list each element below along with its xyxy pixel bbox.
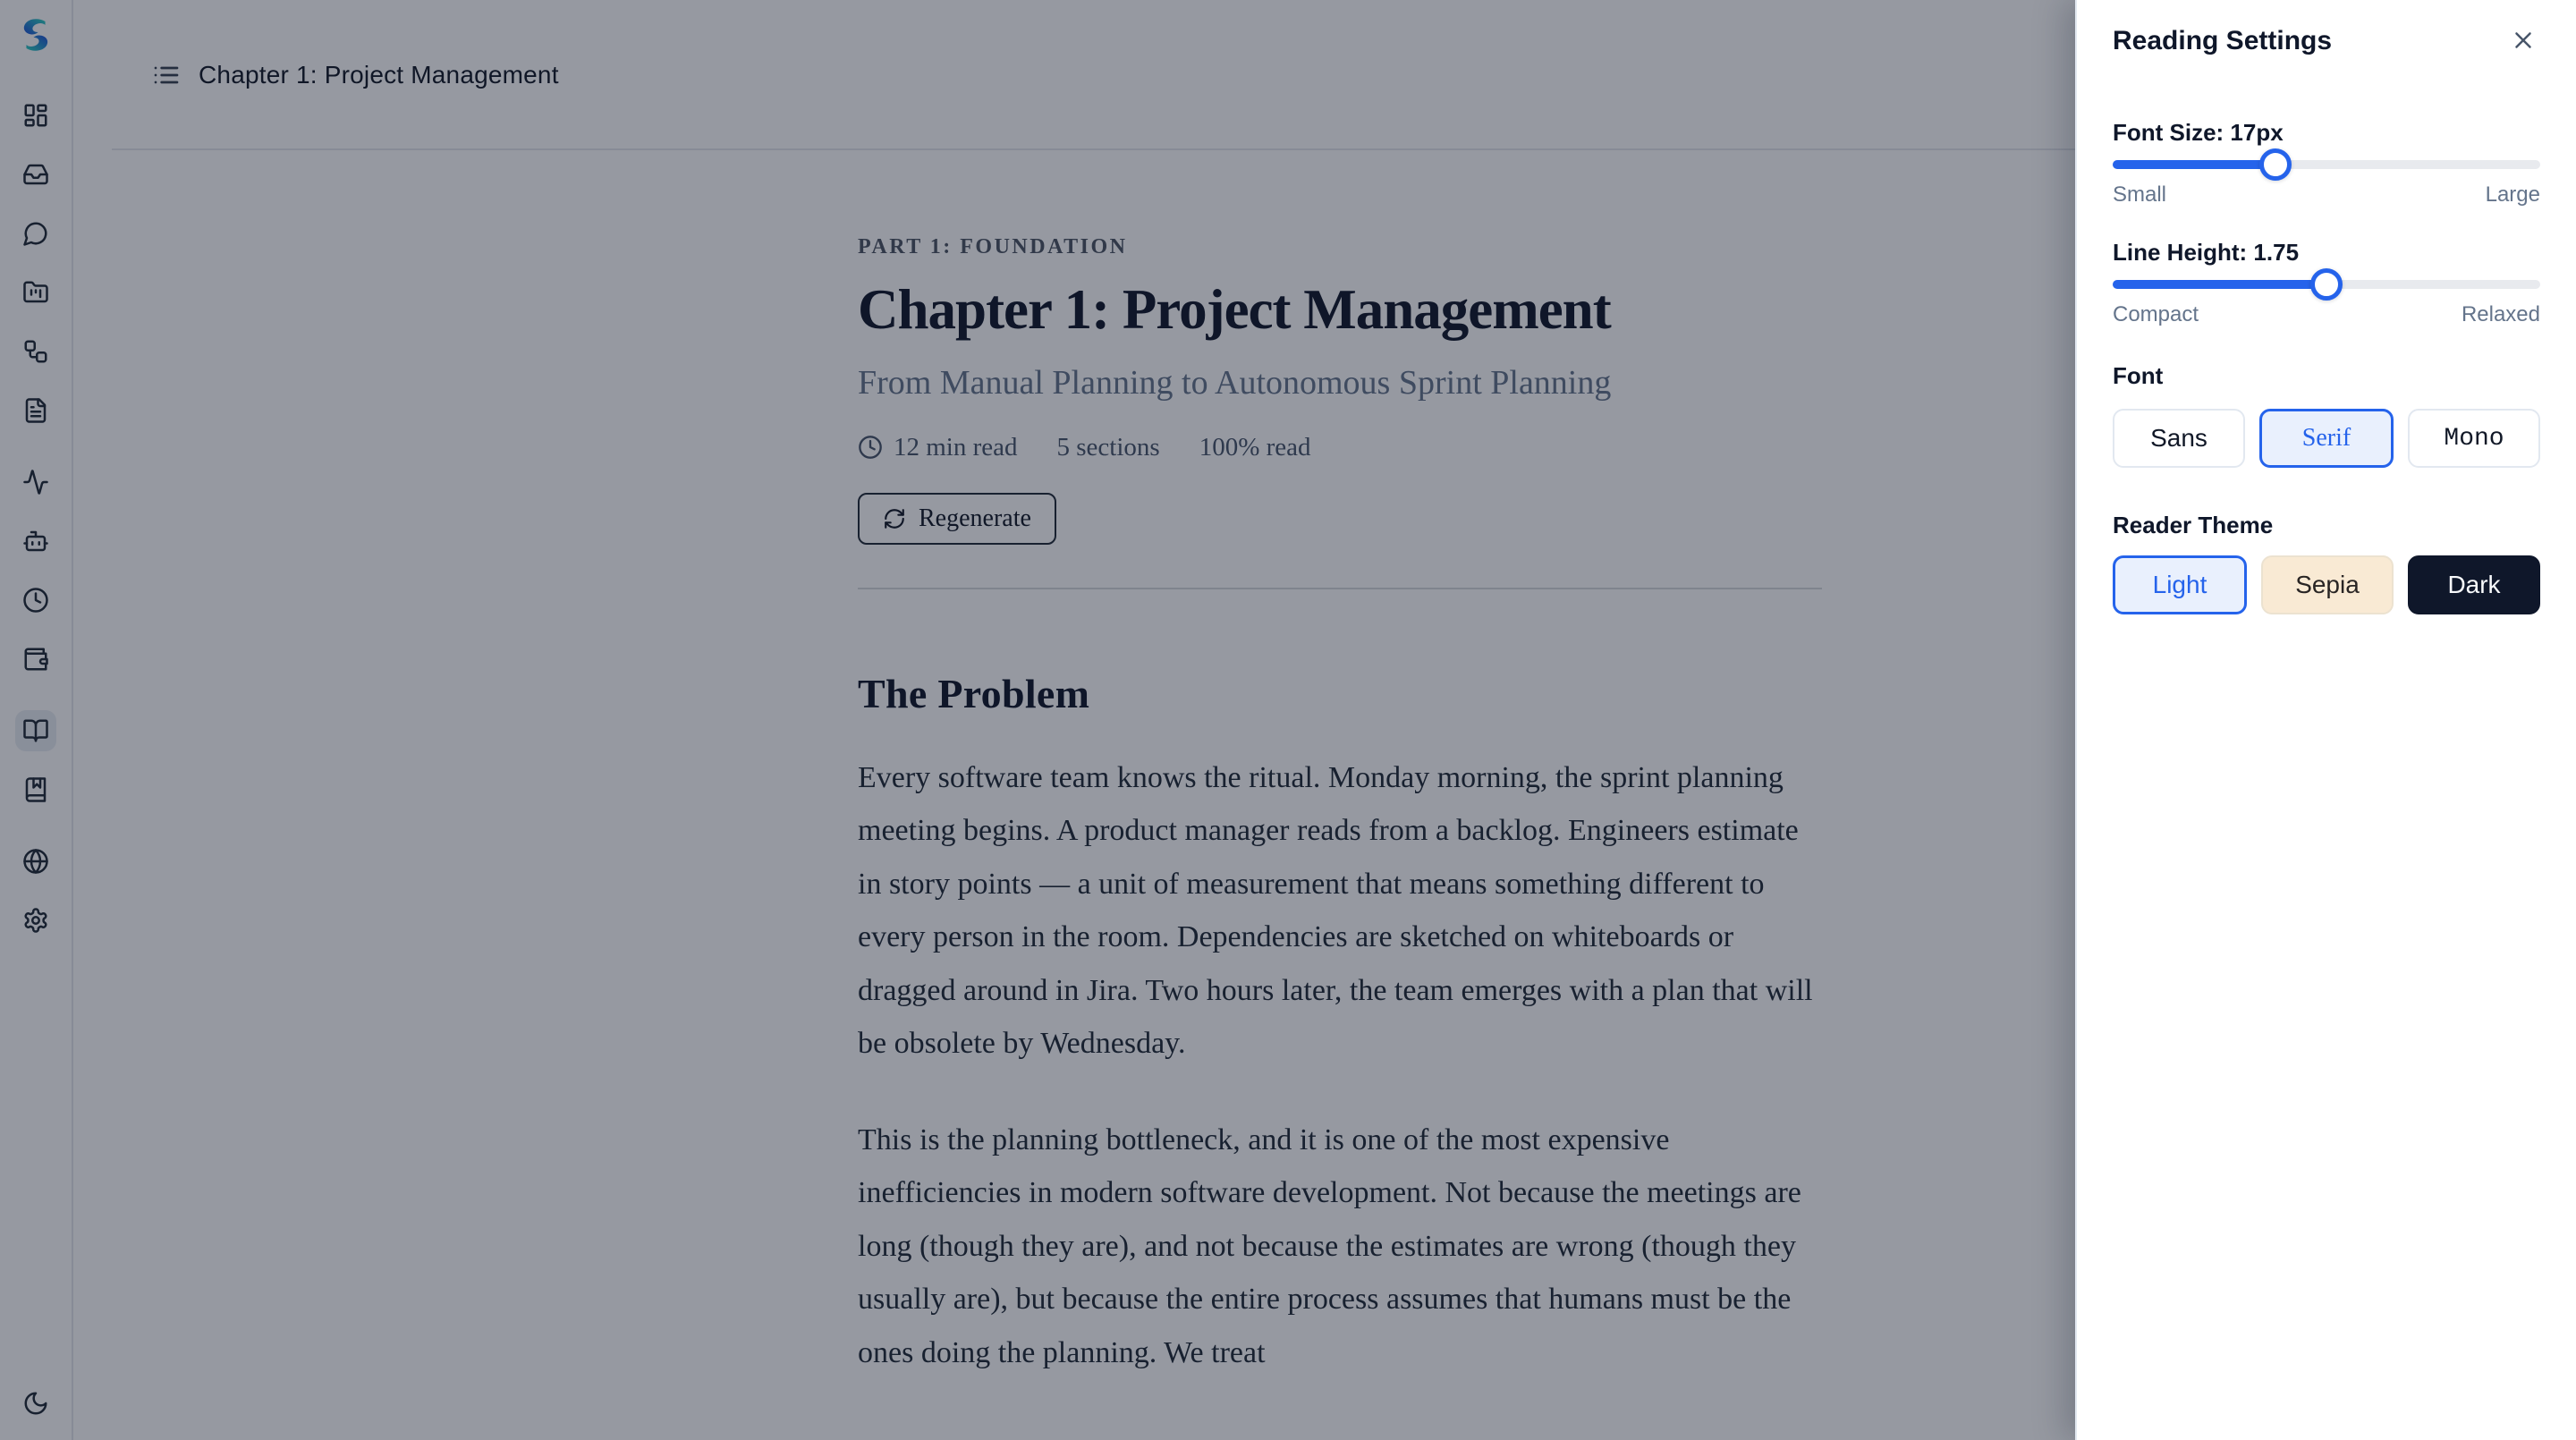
slider-thumb[interactable] <box>2259 148 2292 181</box>
max-label: Relaxed <box>2461 302 2540 326</box>
read-time: 12 min read <box>858 433 1018 462</box>
panel-header <box>2113 0 2540 57</box>
regenerate-button[interactable]: Regenerate <box>858 493 1056 545</box>
article-paragraph: Every software team knows the ritual. Monday morning, the sprint planning meeting begins. A product manager reads from a backlog. Engineers estimate in story points — a unit of measurement that means something different to every person in the room. Dependencies are sketched on whiteboards or dragged around in Jira. Two hours later, the team emerges with a plan that will be obsolete by Wednesday. <box>858 760 1813 1061</box>
font-size-group <box>2113 118 2540 208</box>
font-size-slider[interactable] <box>2113 148 2540 181</box>
chapter-subtitle: From Manual Planning to Autonomous Sprint Planning <box>858 364 1612 402</box>
theme-option-sepia[interactable]: Sepia <box>2261 555 2394 614</box>
part-eyebrow: PART 1: FOUNDATION <box>858 235 1128 258</box>
line-height-label: Line Height: 1.75 <box>2113 239 2300 266</box>
close-icon <box>2510 27 2537 54</box>
reader-theme-group <box>2113 511 2540 614</box>
font-family-label: Font <box>2113 362 2164 389</box>
font-family-group <box>2113 361 2540 468</box>
max-label: Large <box>2485 182 2540 207</box>
slider-fill <box>2113 160 2275 169</box>
article-paragraph: This is the planning bottleneck, and it is one of the most expensive inefficiencies in modern software development. Not because the meetings are long (though they are), and not because the estimates are wrong (though they usually are), but because the entire process assumes that humans must be the ones doing the planning. We treat <box>858 1122 1801 1369</box>
close-button[interactable] <box>2506 23 2540 57</box>
breadcrumb: Chapter 1: Project Management <box>199 61 559 89</box>
slider-range-labels <box>2113 302 2540 327</box>
read-progress: 100% read <box>1199 432 1311 462</box>
font-size-label: Font Size: 17px <box>2113 119 2284 146</box>
reading-settings-panel <box>2075 0 2576 1440</box>
min-label: Compact <box>2113 302 2199 326</box>
slider-fill <box>2113 280 2326 289</box>
theme-option-dark[interactable]: Dark <box>2408 555 2540 614</box>
line-height-slider[interactable] <box>2113 268 2540 301</box>
theme-option-light[interactable]: Light <box>2113 555 2247 614</box>
slider-range-labels <box>2113 182 2540 208</box>
slider-thumb[interactable] <box>2310 268 2343 301</box>
font-options-row <box>2113 409 2540 468</box>
font-option-mono[interactable]: Mono <box>2408 409 2540 468</box>
panel-title: Reading Settings <box>2113 26 2333 55</box>
theme-options-row <box>2113 555 2540 614</box>
reader-theme-label: Reader Theme <box>2113 512 2274 538</box>
font-option-sans[interactable]: Sans <box>2113 409 2245 468</box>
section-heading: The Problem <box>858 670 1090 716</box>
line-height-group <box>2113 238 2540 327</box>
chapter-title: Chapter 1: Project Management <box>858 278 1611 341</box>
min-label: Small <box>2113 182 2167 207</box>
font-option-serif[interactable]: Serif <box>2259 409 2394 468</box>
sections-count: 5 sections <box>1056 432 1160 462</box>
